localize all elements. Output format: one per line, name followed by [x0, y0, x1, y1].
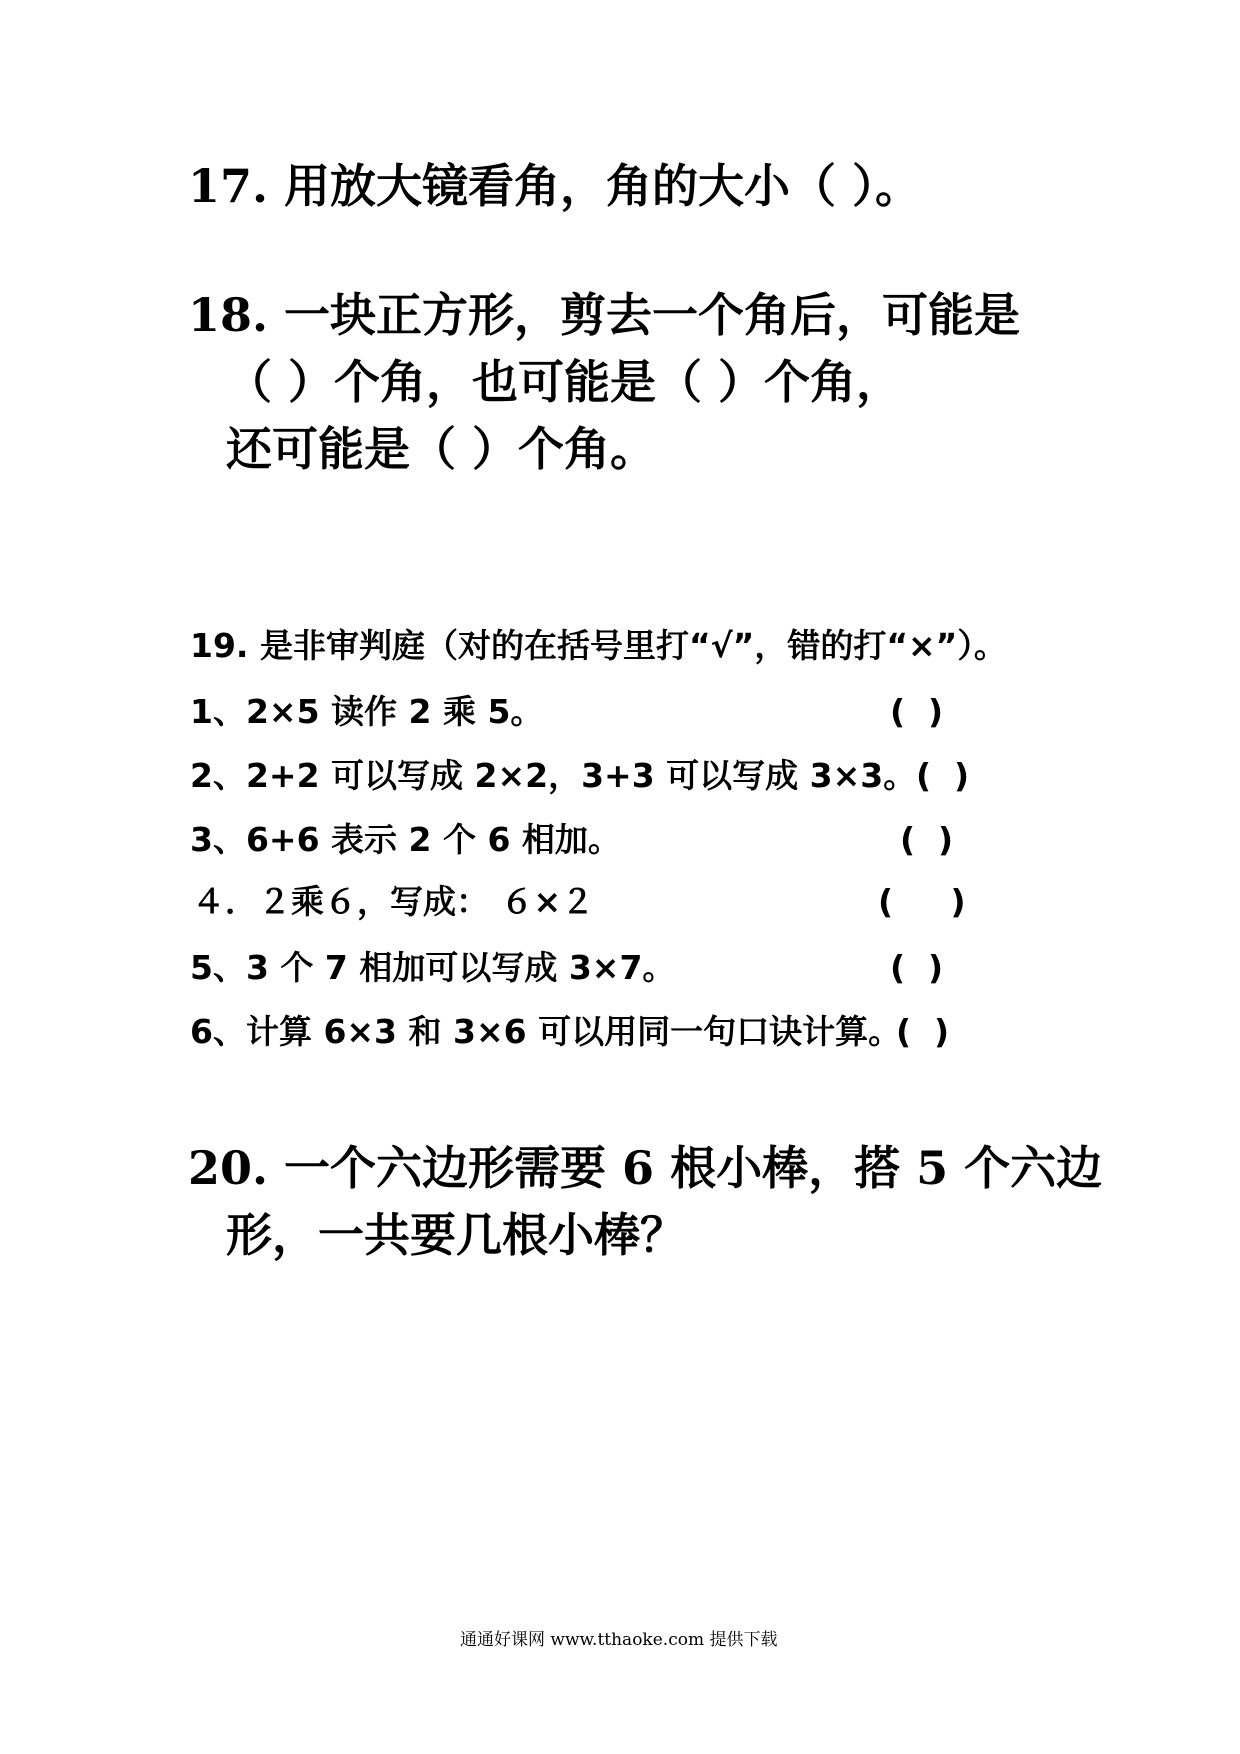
question-20-line-2: 形，一共要几根小棒？ [226, 1208, 686, 1262]
answer-parentheses: ( ) [878, 882, 966, 921]
judgement-item-text: 1、2×5 读作 2 乘 5。 [190, 692, 544, 731]
question-18-line-1: 18. 一块正方形，剪去一个角后，可能是 [188, 288, 1021, 342]
question-19-title: 19. 是非审判庭（对的在括号里打“√”，错的打“×”）。 [190, 626, 1007, 665]
page-footer: 通通好课网 www.tthaoke.com 提供下载 [460, 1630, 778, 1650]
judgement-item-text: 3、6+6 表示 2 个 6 相加。 [190, 820, 621, 859]
answer-parentheses: ( ) [916, 756, 970, 795]
answer-parentheses: ( ) [890, 692, 944, 731]
question-17-text: 17. 用放大镜看角，角的大小（ ）。 [188, 159, 922, 213]
answer-parentheses: ( ) [890, 948, 944, 987]
judgement-item-text: 6、计算 6×3 和 3×6 可以用同一句口诀计算。 [190, 1012, 902, 1051]
judgement-item-text: 2、2+2 可以写成 2×2，3+3 可以写成 3×3。 [190, 756, 917, 795]
answer-parentheses: ( ) [896, 1012, 950, 1051]
judgement-item-text: ４．２乘６，写成： ６×２ [192, 882, 595, 921]
question-18-line-3: 还可能是（ ）个角。 [226, 422, 657, 476]
question-20-line-1: 20. 一个六边形需要 6 根小棒，搭 5 个六边 [188, 1141, 1103, 1195]
judgement-item-text: 5、3 个 7 相加可以写成 3×7。 [190, 948, 676, 987]
answer-parentheses: ( ) [900, 820, 954, 859]
question-18-line-2: （ ）个角，也可能是（ ）个角， [226, 355, 903, 409]
